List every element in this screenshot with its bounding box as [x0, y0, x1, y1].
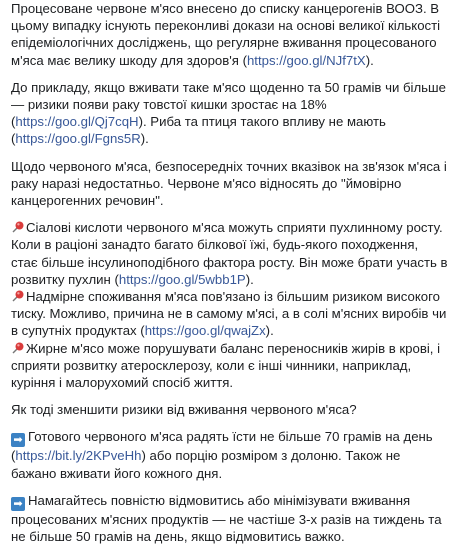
link-source-2[interactable]: https://goo.gl/Qj7cqH — [15, 114, 139, 130]
link-source-1[interactable]: https://goo.gl/NJf7tX — [246, 52, 366, 68]
paragraph-tip-processed: ➡ Намагайтесь повністю відмовитись або мінімізувати вживання процесованих м'ясних продуктів — не частіше 3-х разів на тиждень та не більше 50 грамів на день, якщо відмовитись важко. — [11, 492, 442, 545]
paragraph-question: Як тоді зменшити ризики від вживання червоного м'яса? — [11, 402, 357, 418]
link-source-6[interactable]: https://bit.ly/2KPveHh — [15, 448, 142, 464]
right-arrow-icon: ➡ — [11, 433, 25, 447]
link-source-5[interactable]: https://goo.gl/qwajZx — [144, 323, 266, 339]
link-source-4[interactable]: https://goo.gl/5wbb1P — [118, 271, 246, 287]
pushpin-icon — [11, 341, 25, 355]
pushpin-icon — [11, 289, 25, 303]
paragraph-tip-portion: ➡ Готового червоного м'яса радять їсти не більше 70 грамів на день (https://bit.ly/2KPveHh) або порцію розміром з долоню. Також не бажано вживати його кожного дня. — [11, 429, 433, 481]
link-source-3[interactable]: https://goo.gl/Fgns5R — [15, 131, 141, 147]
paragraph-risk-list: Сіалові кислоти червоного м'яса можуть сприяти пухлинному росту. Коли в раціоні занадто багато білкової їжі, будь-якого походження, стає більше інсулиноподібного фактора росту. Він може брати участь в розвитку пухлин (https://goo.gl/5wbb1P). Надмірне споживання м'яса пов'язано із більшим ризиком високого тиску. Можливо, причина не в самому м'ясі, а в солі м'ясних виробів чи в супутніх продуктах (https://goo.gl/qwajZx). Жирне м'ясо може порушувати баланс переносників жирів в крові, і сприяти розвитку атеросклерозу, коли є інші чинники, наприклад, куріння і малорухомий спосіб життя. — [11, 220, 448, 391]
paragraph-who-carcinogen: Процесоване червоне м'ясо внесено до списку канцерогенів ВООЗ. В цьому випадку існують переконливі докази на основі великої кількості епідеміологічних досліджень, що регулярне вживання процесованого м'яса має велику шкоду для здоров'я (https://goo.gl/NJf7tX). — [11, 1, 441, 68]
paragraph-red-meat: Щодо червоного м'яса, безпосередніх точних вказівок на зв'язок м'яса і раку наразі недостатньо. Червоне м'ясо відносять до "ймовірно канцерогенних речовин". — [11, 158, 447, 209]
right-arrow-icon: ➡ — [11, 497, 25, 511]
paragraph-colon-cancer-risk: До прикладу, якщо вживати таке м'ясо щоденно та 50 грамів чи більше — ризики появи раку товстої кишки зростає на 18% (https://goo.gl/Qj7cqH). Риба та птиця такого впливу не мають (https://goo.gl/Fgns5R). — [11, 79, 446, 147]
pushpin-icon — [11, 220, 25, 234]
